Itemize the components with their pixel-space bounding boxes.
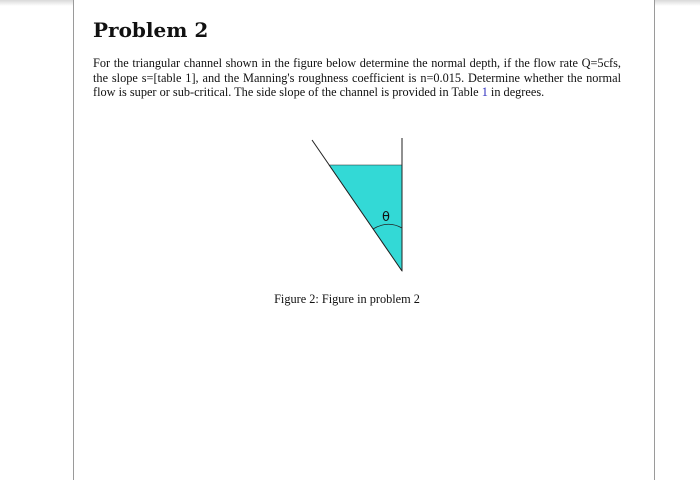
- figure-caption-text: Figure 2: Figure in problem 2: [274, 292, 420, 306]
- table-reference-link[interactable]: 1: [481, 85, 488, 100]
- figure-caption: [0, 292, 700, 307]
- statement-text-start: For the triangular channel shown in the figure below determine the normal depth, if the flow rate Q=5cfs, the slope s=[table 1], and the Manning's roughness coefficient is n=0.015. Determine whether the normal flow is super or sub-critical. The side slope of the channel is provided in Table: [93, 56, 621, 100]
- angle-theta-label: θ: [382, 210, 390, 225]
- problem-statement: [93, 56, 621, 100]
- statement-text-end: in degrees.: [487, 85, 545, 100]
- problem-title: Problem 2: [93, 18, 209, 42]
- triangular-channel-figure: [300, 136, 420, 276]
